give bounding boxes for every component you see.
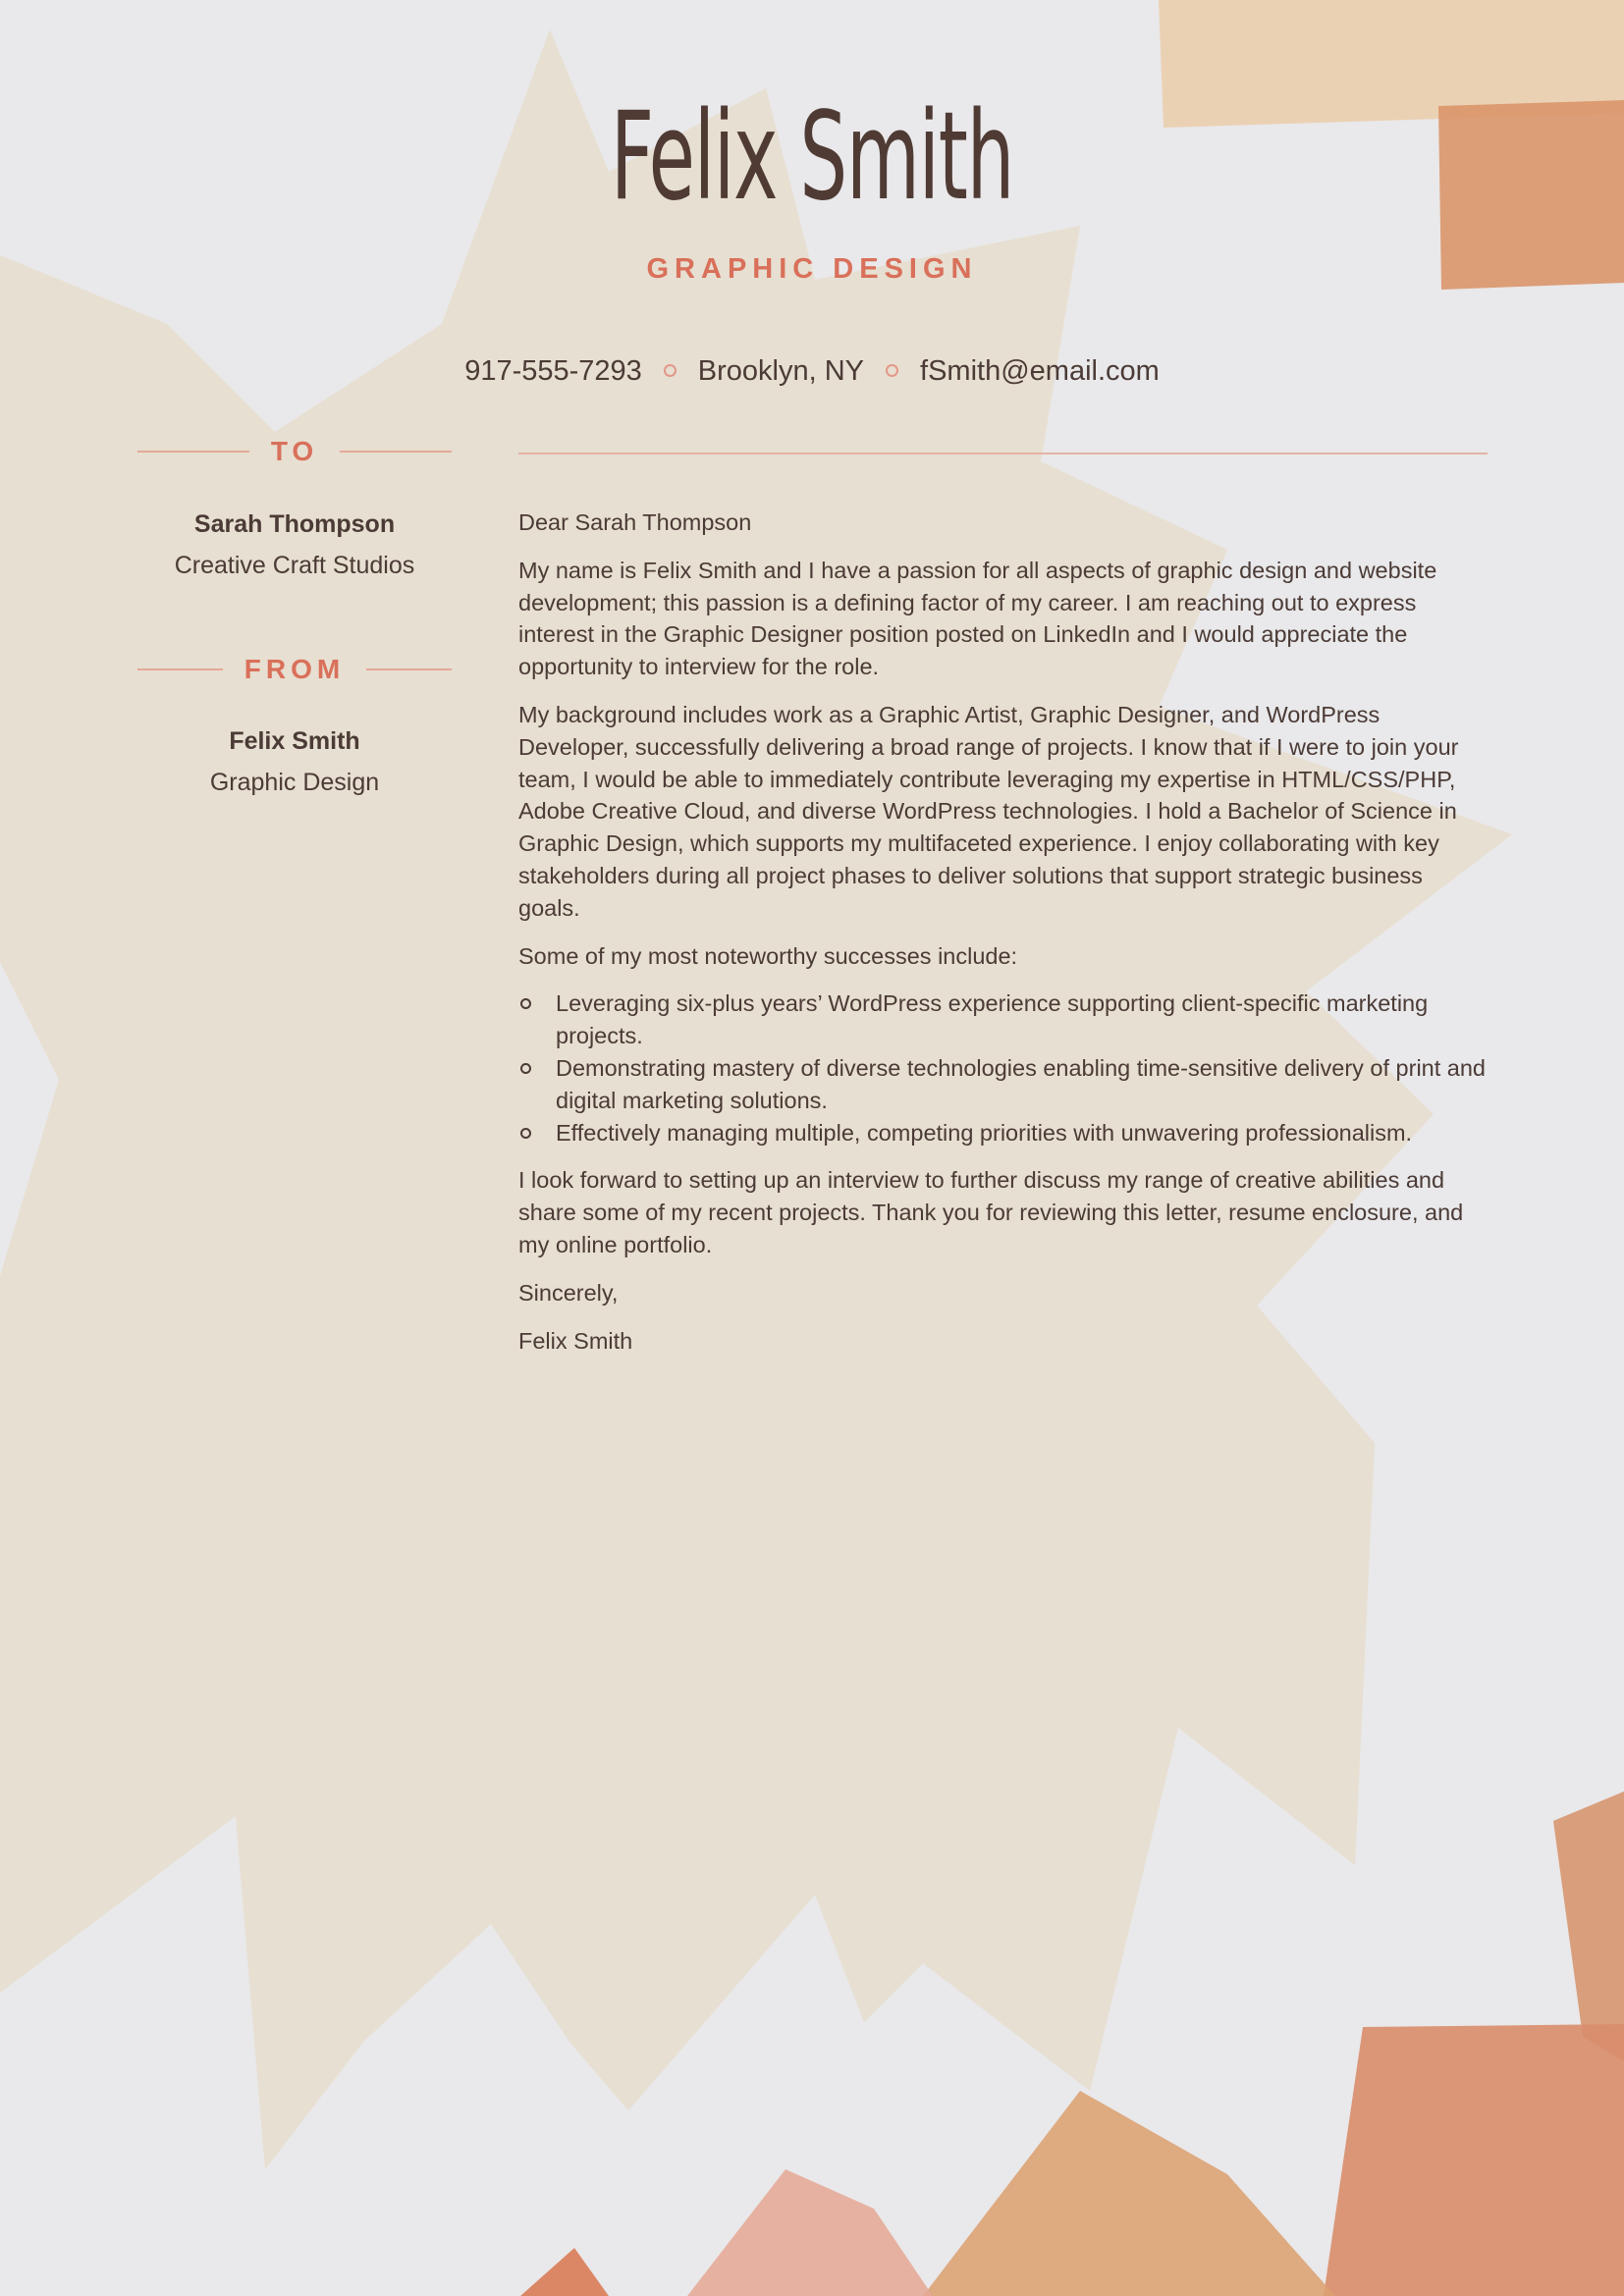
salutation: Dear Sarah Thompson — [518, 509, 752, 535]
recipient-name: Sarah Thompson — [193, 510, 396, 538]
list-item — [518, 1117, 1490, 1149]
bullet-circle-icon — [520, 998, 531, 1009]
from-section-heading — [137, 654, 452, 685]
separator-dot-icon — [664, 364, 677, 377]
sender-name: Felix Smith — [229, 727, 360, 755]
paragraph-background: My background includes work as a Graphic Artist, Graphic Designer, and WordPress Developer, successfully delivering a broad range of projects. I know that if I were to join your team, I would be able to immediately contribute leveraging my expertise in HTML/CSS/PHP, Adobe Creative Cloud, and diverse WordPress technologies. I hold a Bachelor of Science in Graphic Design, which supports my multifaceted experience. I enjoy collaborating with key stakeholders during all project phases to deliver solutions that support strategic business goals. — [518, 701, 1459, 921]
divider-rule — [340, 451, 452, 453]
applicant-title: GRAPHIC DESIGN — [646, 253, 978, 285]
bullet-circle-icon — [520, 1063, 531, 1074]
divider-rule — [366, 668, 452, 670]
successes-list — [518, 988, 1490, 1148]
to-section-heading — [137, 436, 452, 467]
sender-role: Graphic Design — [209, 769, 380, 796]
successes-intro: Some of my most noteworthy successes include: — [518, 942, 1018, 969]
bullet-circle-icon — [520, 1128, 531, 1139]
sender-block — [137, 721, 452, 804]
signature: Felix Smith — [518, 1327, 633, 1354]
phone-number: 917-555-7293 — [464, 355, 642, 387]
paragraph-closing: I look forward to setting up an interview to further discuss my range of creative abilities and share some of my recent projects. Thank you for reviewing this letter, resume enclosure, and my online portfolio. — [518, 1167, 1464, 1257]
applicant-name: Felix Smith — [610, 86, 1014, 228]
closing: Sincerely, — [518, 1279, 619, 1306]
recipient-organization: Creative Craft Studios — [174, 552, 415, 579]
divider-rule — [137, 668, 223, 670]
list-item — [518, 988, 1490, 1052]
paragraph-intro: My name is Felix Smith and I have a passion for all aspects of graphic design and website development; this passion is a defining factor of my career. I am reaching out to express interest in the Graphic Designer position posted on LinkedIn and I would appreciate the opportunity to interview for the role. — [518, 557, 1437, 680]
email-address: fSmith@email.com — [920, 355, 1160, 387]
list-item — [518, 1052, 1490, 1117]
contact-line — [0, 355, 1624, 388]
list-item-text: Effectively managing multiple, competing priorities with unwavering professionalism. — [556, 1119, 1413, 1146]
list-item-text: Demonstrating mastery of diverse technologies enabling time-sensitive delivery of print and digital marketing solutions. — [556, 1054, 1486, 1113]
recipient-block — [137, 505, 452, 587]
list-item-text: Leveraging six-plus years’ WordPress experience supporting client-specific marketing projects. — [556, 990, 1429, 1049]
to-label: TO — [270, 436, 319, 466]
letter-divider-rule — [518, 453, 1488, 454]
paint-swatch-right-edge — [1553, 1791, 1624, 2061]
letter-body — [518, 507, 1490, 1372]
separator-dot-icon — [886, 364, 898, 377]
location: Brooklyn, NY — [697, 355, 865, 387]
from-label: FROM — [244, 654, 346, 684]
divider-rule — [137, 451, 249, 453]
